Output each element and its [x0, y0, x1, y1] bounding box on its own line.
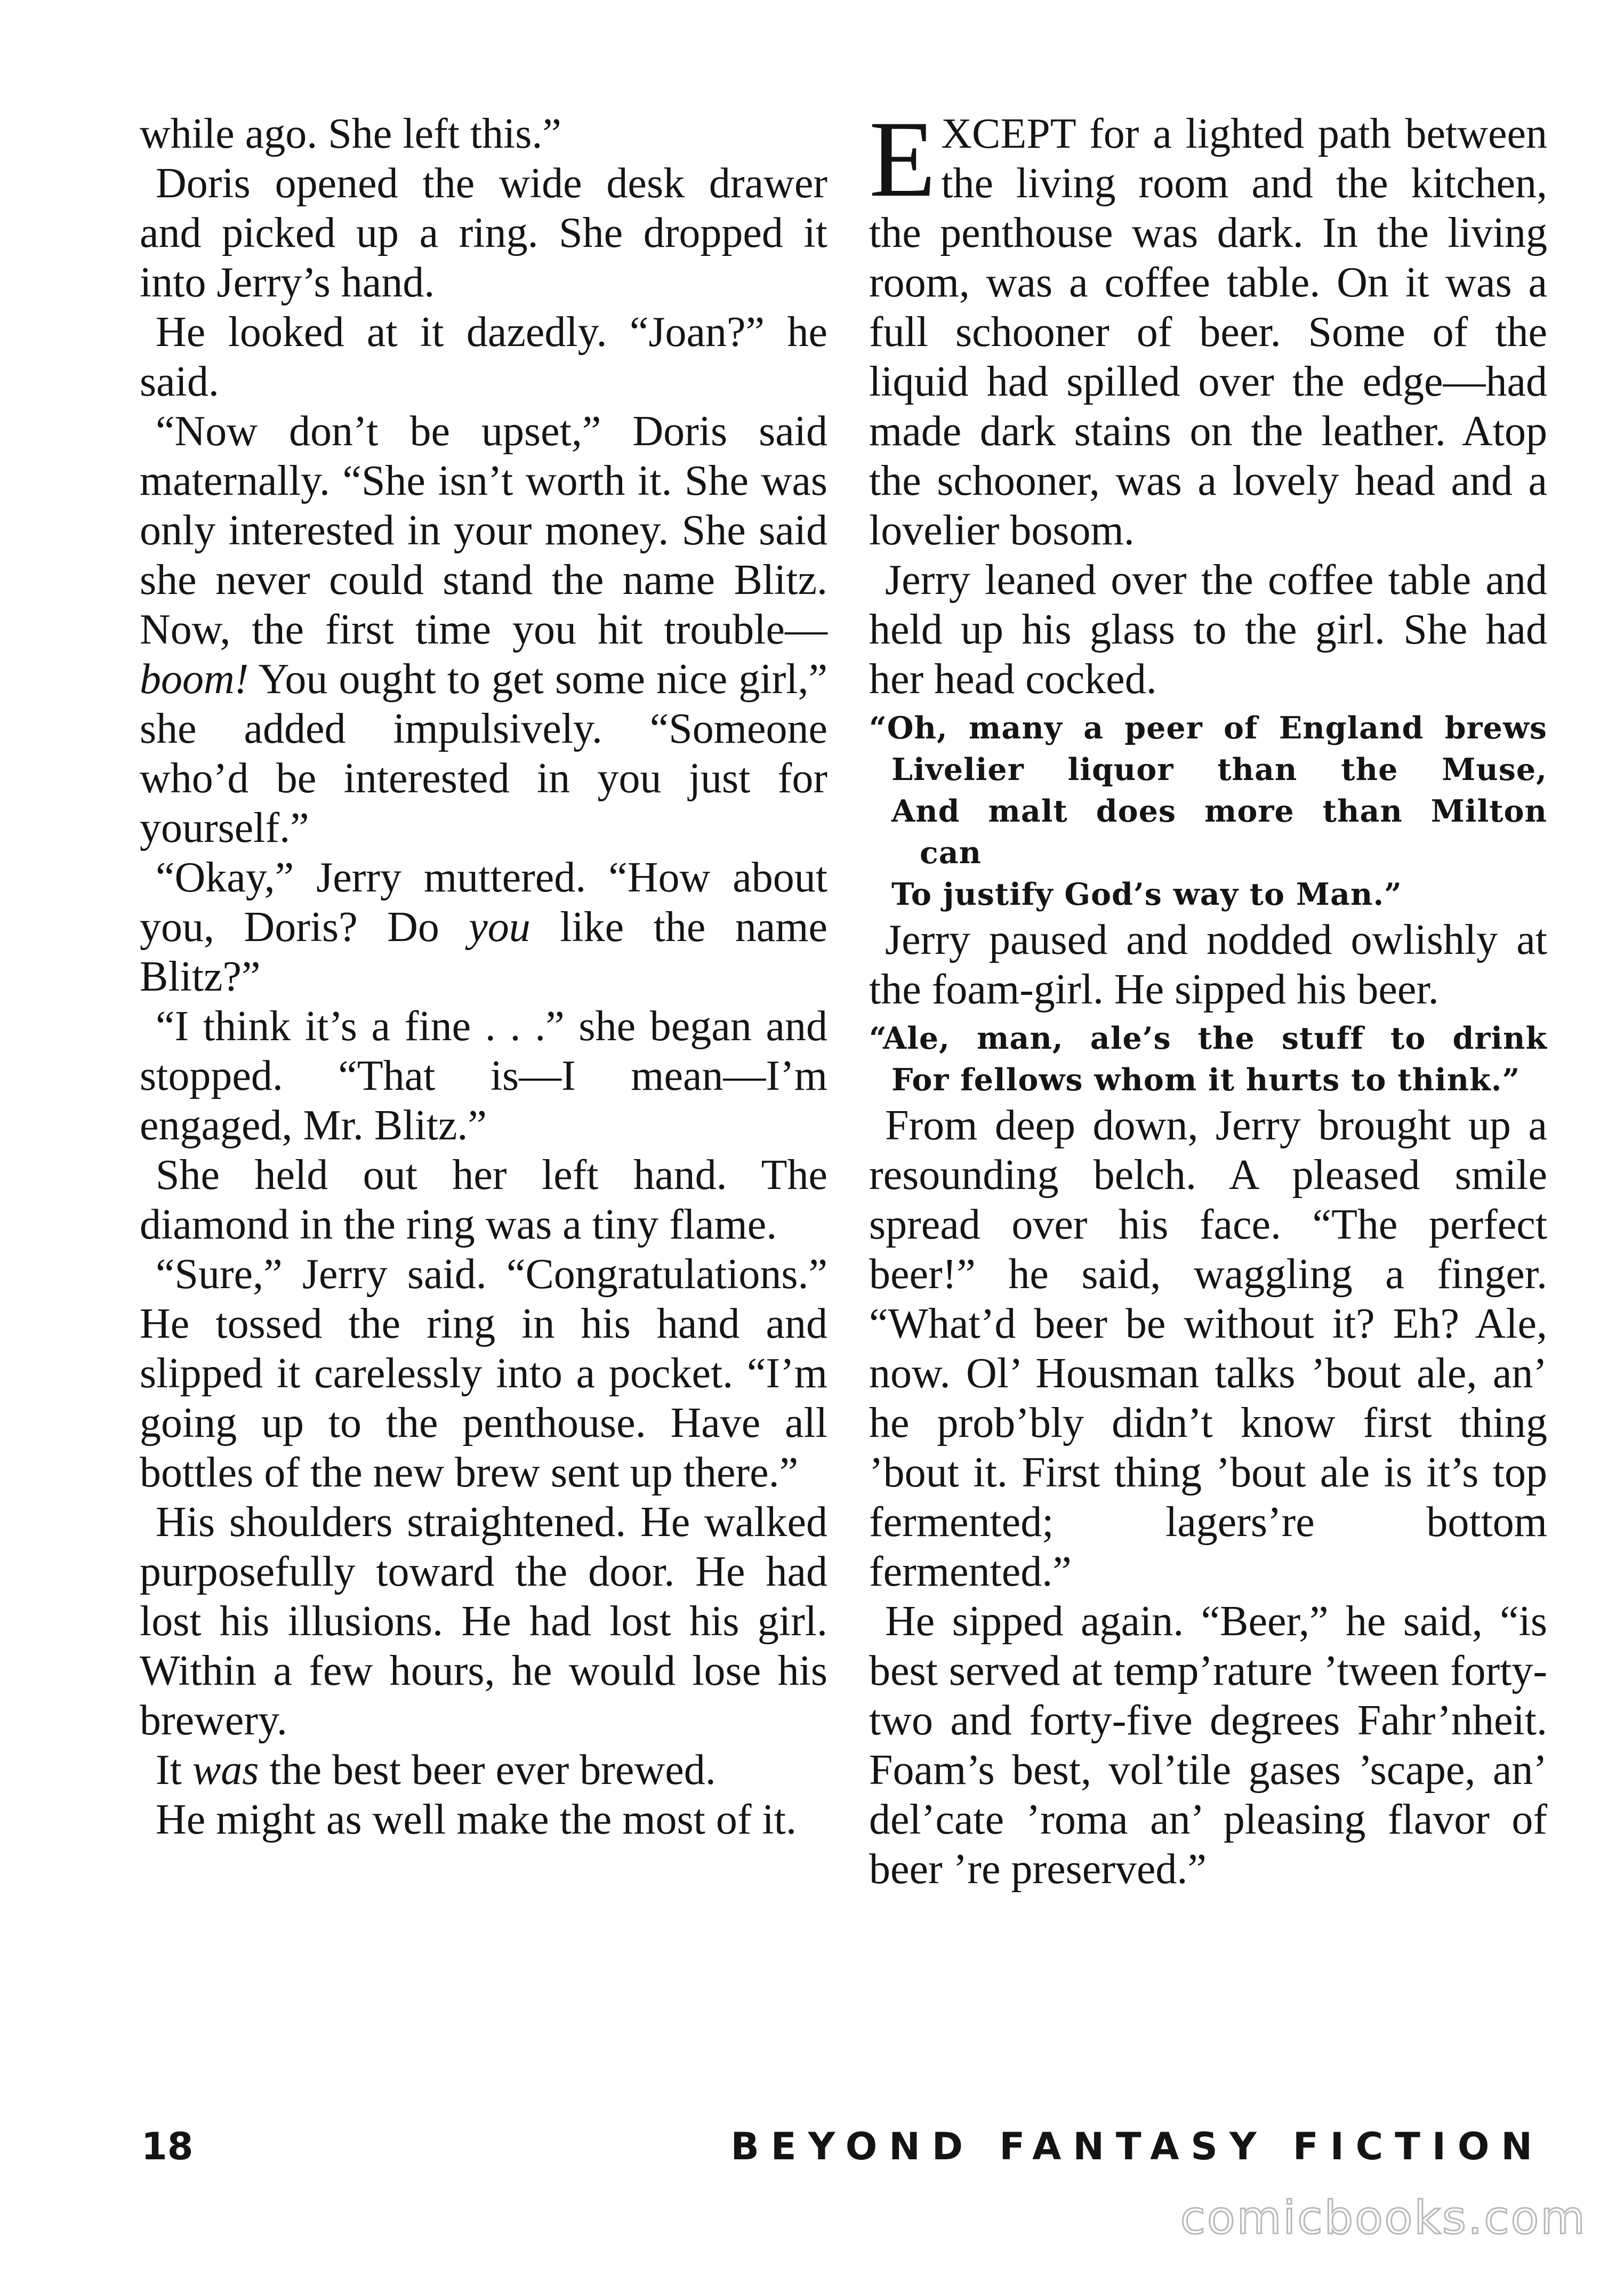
- verse-line: To justify God’s way to Man.”: [891, 877, 1402, 912]
- paragraph: Doris opened the wide desk drawer and picked up a ring. She dropped it into Jerry’s hand.: [140, 160, 827, 306]
- section-opening-paragraph: EXCEPT for a lighted path between the living room and the kitchen, the penthouse was dark. In the living room, was a coffee table. On it was a full schooner of beer. Some of the liquid had spilled over the edge—had made dark stains on the leather. Atop the schooner, was a lovely head and a lovelier bosom.: [869, 99, 1547, 554]
- paragraph: He might as well make the most of it.: [156, 1796, 797, 1843]
- emphasis: you: [469, 904, 530, 951]
- right-text-column: [869, 99, 1547, 1894]
- verse-quote: [869, 1018, 1547, 1101]
- paragraph: She held out her left hand. The diamond in the ring was a tiny flame.: [140, 1152, 827, 1248]
- verse-line: And malt does more than Milton: [891, 793, 1547, 829]
- paragraph: “Sure,” Jerry said. “Congratulations.” He tossed the ring in his hand and slipped it carelessly into a pocket. “I’m going up to the penthouse. Have all bottles of the new brew sent up there.”: [140, 1251, 827, 1496]
- paragraph: while ago. She left this.”: [140, 110, 561, 157]
- watermark: comicbooks.com: [1180, 2191, 1587, 2245]
- verse-line: can: [920, 835, 982, 871]
- verse-quote: [869, 708, 1547, 915]
- paragraph: Jerry paused and nodded owlishly at the foam-girl. He sipped his beer.: [869, 917, 1547, 1013]
- paragraph: From deep down, Jerry brought up a resounding belch. A pleased smile spread over his face. “The perfect beer!” he said, waggling a finger. “What’d beer be without it? Eh? Ale, now. Ol’ Housman talks ’bout ale, an’ he prob’bly didn’t know first thing ’bout it. First thing ’bout ale is it’s top fermented; lagers’re bottom fermented.”: [869, 1102, 1547, 1595]
- paragraph: Jerry leaned over the coffee table and held up his glass to the girl. She had her head cocked.: [869, 557, 1547, 703]
- verse-line: Livelier liquor than the Muse,: [891, 752, 1547, 787]
- paragraph: “Okay,” Jerry muttered. “How about you, Doris? Do you like the name Blitz?”: [140, 854, 827, 1000]
- paragraph: His shoulders straightened. He walked purposefully toward the door. He had lost his illusions. He had lost his girl. Within a few hours, he would lose his brewery.: [140, 1499, 827, 1744]
- verse-line: “Oh, many a peer of England brews: [869, 710, 1547, 746]
- magazine-title: BEYOND FANTASY FICTION: [730, 2125, 1544, 2168]
- verse-line: “Ale, man, ale’s the stuff to drink: [869, 1020, 1547, 1056]
- paragraph: He sipped again. “Beer,” he said, “is best served at temp’rature ’tween forty-two and forty-five degrees Fahr’nheit. Foam’s best, vol’tile gases ’scape, an’ del’cate ’roma an’ pleasing flavor of beer ’re preserved.”: [869, 1598, 1547, 1893]
- paragraph: “Now don’t be upset,” Doris said maternally. “She isn’t worth it. She was only interested in your money. She said she never could stand the name Blitz. Now, the first time you hit trouble—boom! You ought to get some nice girl,” she added impulsively. “Someone who’d be interested in you just for yourself.”: [140, 408, 827, 851]
- paragraph: It was the best beer ever brewed.: [156, 1747, 716, 1794]
- paragraph: He looked at it dazedly. “Joan?” he said.: [140, 309, 827, 405]
- paragraph: “I think it’s a fine . . .” she began and stopped. “That is—I mean—I’m engaged, Mr. Blitz.”: [140, 1003, 827, 1149]
- emphasis: was: [192, 1747, 259, 1794]
- emphasis: boom!: [140, 656, 249, 703]
- verse-line: For fellows whom it hurts to think.”: [891, 1062, 1521, 1098]
- drop-cap: E: [869, 99, 936, 220]
- page-number: 18: [141, 2125, 194, 2168]
- left-text-column: [140, 109, 827, 1845]
